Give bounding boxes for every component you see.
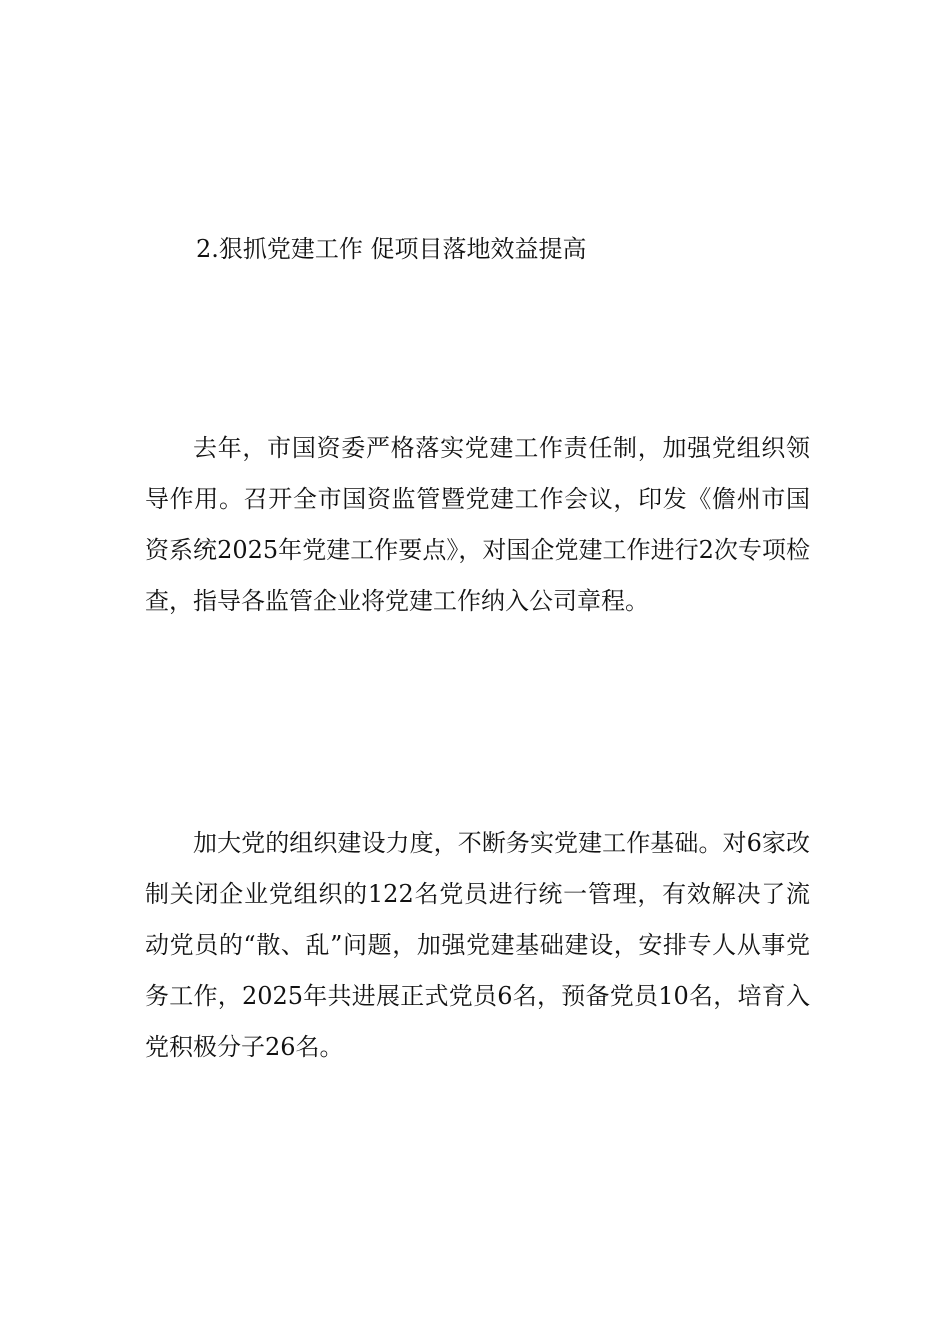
paragraph-organization-building: 加大党的组织建设力度，不断务实党建工作基础。对6家改制关闭企业党组织的122名党员进行统一管理，有效解决了流动党员的“散、乱”问题，加强党建基础建设，安排专人从事党务工作，2025年共进展正式党员6名，预备党员10名，培育入党积极分子26名。 xyxy=(145,829,810,1061)
paragraph-party-building-responsibility: 去年，市国资委严格落实党建工作责任制，加强党组织领导作用。召开全市国资监管暨党建工作会议，印发《儋州市国资系统2025年党建工作要点》，对国企党建工作进行2次专项检查，指导各监管企业将党建工作纳入公司章程。 xyxy=(145,434,810,615)
section-heading: 2.狠抓党建工作 促项目落地效益提高 xyxy=(196,235,587,263)
